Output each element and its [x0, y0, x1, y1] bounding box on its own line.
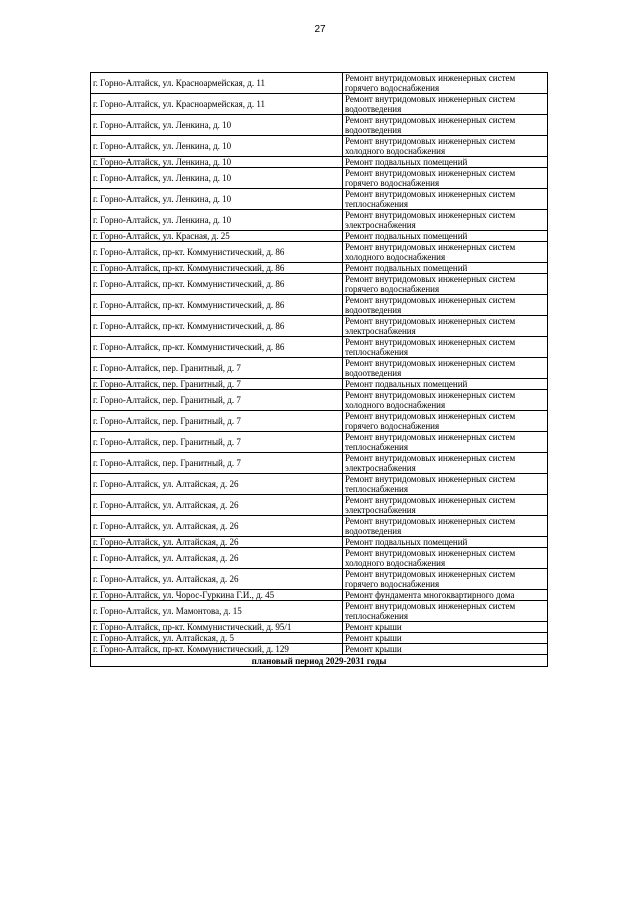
- table-row: [91, 168, 548, 189]
- table-row: [91, 569, 548, 590]
- work-cell: Ремонт внутридомовых инженерных систем теплоснабжения: [343, 601, 548, 622]
- address-cell: г. Горно-Алтайск, пер. Гранитный, д. 7: [91, 432, 343, 453]
- work-cell: Ремонт внутридомовых инженерных систем водоотведения: [343, 295, 548, 316]
- address-cell: г. Горно-Алтайск, ул. Ленкина, д. 10: [91, 136, 343, 157]
- address-cell: г. Горно-Алтайск, пр-кт. Коммунистический, д. 86: [91, 263, 343, 274]
- work-cell: Ремонт крыши: [343, 644, 548, 655]
- address-cell: г. Горно-Алтайск, ул. Алтайская, д. 26: [91, 495, 343, 516]
- table-row: [91, 601, 548, 622]
- work-cell: Ремонт внутридомовых инженерных систем теплоснабжения: [343, 189, 548, 210]
- work-cell: Ремонт внутридомовых инженерных систем теплоснабжения: [343, 337, 548, 358]
- address-cell: г. Горно-Алтайск, пер. Гранитный, д. 7: [91, 379, 343, 390]
- address-cell: г. Горно-Алтайск, ул. Красноармейская, д. 11: [91, 73, 343, 94]
- address-cell: г. Горно-Алтайск, ул. Алтайская, д. 26: [91, 537, 343, 548]
- work-cell: Ремонт внутридомовых инженерных систем электроснабжения: [343, 316, 548, 337]
- table-row: [91, 516, 548, 537]
- table-row: [91, 210, 548, 231]
- work-cell: Ремонт внутридомовых инженерных систем электроснабжения: [343, 210, 548, 231]
- table-row: [91, 379, 548, 390]
- address-cell: г. Горно-Алтайск, ул. Красноармейская, д. 11: [91, 94, 343, 115]
- table-row: [91, 644, 548, 655]
- work-cell: Ремонт внутридомовых инженерных систем горячего водоснабжения: [343, 274, 548, 295]
- work-cell: Ремонт внутридомовых инженерных систем горячего водоснабжения: [343, 168, 548, 189]
- work-cell: Ремонт внутридомовых инженерных систем теплоснабжения: [343, 432, 548, 453]
- table-row: [91, 274, 548, 295]
- work-cell: Ремонт крыши: [343, 633, 548, 644]
- table-row: [91, 263, 548, 274]
- work-cell: Ремонт внутридомовых инженерных систем горячего водоснабжения: [343, 411, 548, 432]
- address-cell: г. Горно-Алтайск, ул. Алтайская, д. 26: [91, 516, 343, 537]
- work-cell: Ремонт внутридомовых инженерных систем водоотведения: [343, 516, 548, 537]
- table-row: [91, 73, 548, 94]
- address-cell: г. Горно-Алтайск, пр-кт. Коммунистический, д. 86: [91, 337, 343, 358]
- table-row: [91, 411, 548, 432]
- work-cell: Ремонт внутридомовых инженерных систем холодного водоснабжения: [343, 242, 548, 263]
- work-cell: Ремонт подвальных помещений: [343, 537, 548, 548]
- table-row: [91, 622, 548, 633]
- table-row: [91, 495, 548, 516]
- address-cell: г. Горно-Алтайск, пр-кт. Коммунистический, д. 95/1: [91, 622, 343, 633]
- work-cell: Ремонт внутридомовых инженерных систем теплоснабжения: [343, 474, 548, 495]
- work-cell: Ремонт внутридомовых инженерных систем водоотведения: [343, 94, 548, 115]
- address-cell: г. Горно-Алтайск, ул. Ленкина, д. 10: [91, 115, 343, 136]
- page-number: 27: [314, 24, 326, 35]
- work-cell: Ремонт внутридомовых инженерных систем электроснабжения: [343, 495, 548, 516]
- address-cell: г. Горно-Алтайск, пр-кт. Коммунистический, д. 86: [91, 242, 343, 263]
- work-cell: Ремонт внутридомовых инженерных систем холодного водоснабжения: [343, 136, 548, 157]
- address-cell: г. Горно-Алтайск, ул. Ленкина, д. 10: [91, 168, 343, 189]
- table-row: [91, 537, 548, 548]
- work-cell: Ремонт внутридомовых инженерных систем холодного водоснабжения: [343, 390, 548, 411]
- work-cell: Ремонт внутридомовых инженерных систем электроснабжения: [343, 453, 548, 474]
- work-cell: Ремонт подвальных помещений: [343, 379, 548, 390]
- work-cell: Ремонт подвальных помещений: [343, 157, 548, 168]
- address-cell: г. Горно-Алтайск, пр-кт. Коммунистический, д. 86: [91, 316, 343, 337]
- table-row: [91, 94, 548, 115]
- works-table: [90, 72, 548, 667]
- address-cell: г. Горно-Алтайск, пер. Гранитный, д. 7: [91, 453, 343, 474]
- address-cell: г. Горно-Алтайск, пр-кт. Коммунистический, д. 129: [91, 644, 343, 655]
- address-cell: г. Горно-Алтайск, пр-кт. Коммунистический, д. 86: [91, 274, 343, 295]
- table-row: [91, 337, 548, 358]
- work-cell: Ремонт внутридомовых инженерных систем водоотведения: [343, 115, 548, 136]
- table-row: [91, 548, 548, 569]
- address-cell: г. Горно-Алтайск, ул. Ленкина, д. 10: [91, 189, 343, 210]
- table-row: [91, 189, 548, 210]
- table-row: [91, 157, 548, 168]
- address-cell: г. Горно-Алтайск, пр-кт. Коммунистический, д. 86: [91, 295, 343, 316]
- work-cell: Ремонт подвальных помещений: [343, 231, 548, 242]
- work-cell: Ремонт крыши: [343, 622, 548, 633]
- work-cell: Ремонт внутридомовых инженерных систем горячего водоснабжения: [343, 569, 548, 590]
- address-cell: г. Горно-Алтайск, пер. Гранитный, д. 7: [91, 390, 343, 411]
- address-cell: г. Горно-Алтайск, ул. Алтайская, д. 26: [91, 569, 343, 590]
- address-cell: г. Горно-Алтайск, ул. Мамонтова, д. 15: [91, 601, 343, 622]
- table-row: [91, 474, 548, 495]
- address-cell: г. Горно-Алтайск, ул. Алтайская, д. 5: [91, 633, 343, 644]
- table-row: [91, 390, 548, 411]
- table-row: [91, 633, 548, 644]
- table-row: [91, 231, 548, 242]
- work-cell: Ремонт фундамента многоквартирного дома: [343, 590, 548, 601]
- work-cell: Ремонт внутридомовых инженерных систем горячего водоснабжения: [343, 73, 548, 94]
- table-row: [91, 295, 548, 316]
- address-cell: г. Горно-Алтайск, ул. Чорос-Гуркина Г.И., д. 45: [91, 590, 343, 601]
- table-row: [91, 590, 548, 601]
- work-cell: Ремонт подвальных помещений: [343, 263, 548, 274]
- work-cell: Ремонт внутридомовых инженерных систем водоотведения: [343, 358, 548, 379]
- address-cell: г. Горно-Алтайск, пер. Гранитный, д. 7: [91, 411, 343, 432]
- address-cell: г. Горно-Алтайск, пер. Гранитный, д. 7: [91, 358, 343, 379]
- works-table-body: [91, 73, 548, 667]
- section-header-row: [91, 655, 548, 667]
- table-row: [91, 136, 548, 157]
- table-row: [91, 432, 548, 453]
- section-header: плановый период 2029-2031 годы: [91, 655, 548, 667]
- table-row: [91, 242, 548, 263]
- table-row: [91, 358, 548, 379]
- table-row: [91, 115, 548, 136]
- address-cell: г. Горно-Алтайск, ул. Алтайская, д. 26: [91, 474, 343, 495]
- work-cell: Ремонт внутридомовых инженерных систем холодного водоснабжения: [343, 548, 548, 569]
- address-cell: г. Горно-Алтайск, ул. Ленкина, д. 10: [91, 157, 343, 168]
- address-cell: г. Горно-Алтайск, ул. Красная, д. 25: [91, 231, 343, 242]
- table-row: [91, 316, 548, 337]
- table-row: [91, 453, 548, 474]
- address-cell: г. Горно-Алтайск, ул. Ленкина, д. 10: [91, 210, 343, 231]
- address-cell: г. Горно-Алтайск, ул. Алтайская, д. 26: [91, 548, 343, 569]
